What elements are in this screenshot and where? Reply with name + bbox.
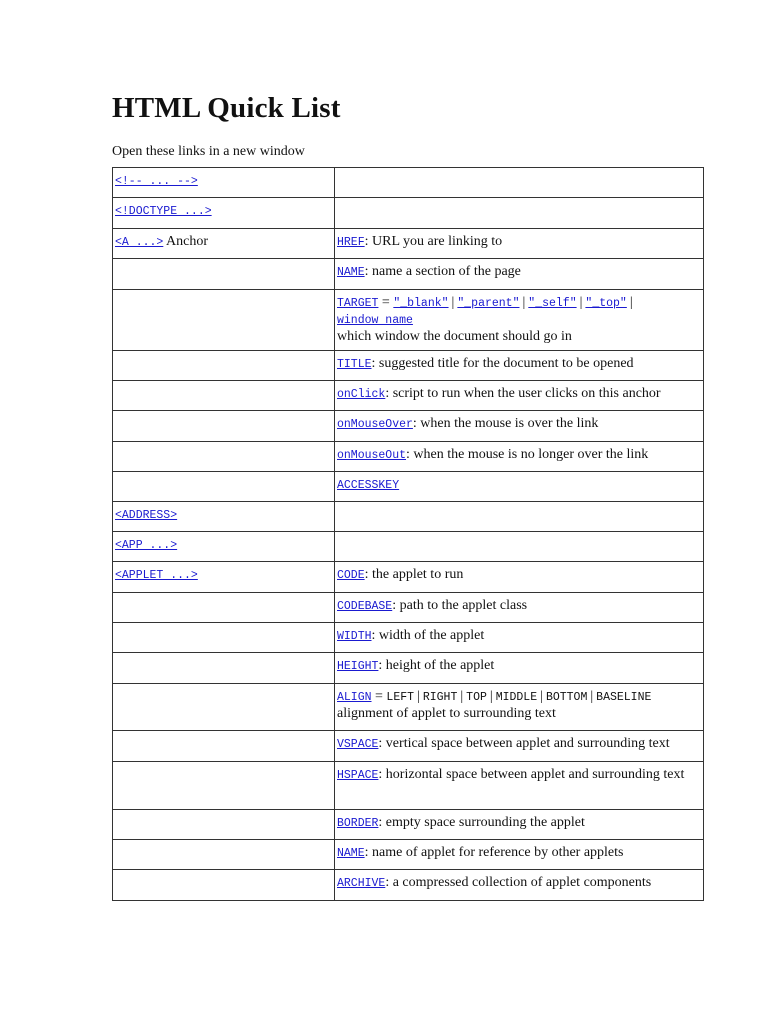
tag-cell xyxy=(113,762,335,810)
tag-suffix: Anchor xyxy=(163,234,209,249)
attr-desc: : the applet to run xyxy=(364,567,464,582)
equals-sign: = xyxy=(378,295,394,310)
attr-cell xyxy=(335,381,704,411)
target-value-parent[interactable]: "_parent" xyxy=(457,297,520,310)
table-row xyxy=(113,653,704,684)
attr-cell xyxy=(335,198,704,229)
table-row xyxy=(113,381,704,411)
tag-cell xyxy=(113,810,335,840)
attr-desc: : path to the applet class xyxy=(392,598,528,613)
attr-link-hspace[interactable]: HSPACE xyxy=(337,769,379,782)
attr-link-archive[interactable]: ARCHIVE xyxy=(337,877,386,890)
attr-desc: : script to run when the user clicks on this anchor xyxy=(385,386,661,401)
attr-desc: : a compressed collection of applet components xyxy=(385,875,652,890)
attr-cell xyxy=(335,731,704,762)
pipe-separator: | xyxy=(590,689,594,704)
attr-cell xyxy=(335,653,704,684)
attr-desc: alignment of applet to surrounding text xyxy=(337,706,556,721)
tag-link-address[interactable]: <ADDRESS> xyxy=(115,509,178,522)
align-value-top: TOP xyxy=(466,691,487,704)
attr-cell xyxy=(335,168,704,198)
attr-link-vspace[interactable]: VSPACE xyxy=(337,738,379,751)
pipe-separator: | xyxy=(460,689,464,704)
tag-cell xyxy=(113,290,335,351)
attr-cell xyxy=(335,623,704,653)
attr-cell xyxy=(335,229,704,259)
align-value-baseline: BASELINE xyxy=(596,691,652,704)
attr-cell xyxy=(335,870,704,901)
tag-cell xyxy=(113,840,335,870)
table-row xyxy=(113,229,704,259)
target-value-self[interactable]: "_self" xyxy=(528,297,577,310)
tag-link-applet[interactable]: <APPLET ...> xyxy=(115,569,198,582)
attr-link-title[interactable]: TITLE xyxy=(337,358,372,371)
attr-cell xyxy=(335,411,704,442)
attr-cell xyxy=(335,593,704,623)
target-value-blank[interactable]: "_blank" xyxy=(393,297,449,310)
align-value-middle: MIDDLE xyxy=(495,691,538,704)
pipe-separator: | xyxy=(489,689,493,704)
table-row xyxy=(113,472,704,502)
tag-cell xyxy=(113,229,335,259)
attr-link-code[interactable]: CODE xyxy=(337,569,365,582)
tag-cell xyxy=(113,472,335,502)
attr-link-onmouseout[interactable]: onMouseOut xyxy=(337,449,407,462)
attr-cell xyxy=(335,810,704,840)
attr-desc: : name a section of the page xyxy=(364,264,521,279)
attr-cell xyxy=(335,259,704,290)
align-value-right: RIGHT xyxy=(422,691,458,704)
attr-cell xyxy=(335,472,704,502)
tag-cell xyxy=(113,562,335,593)
tag-cell xyxy=(113,684,335,731)
attr-desc: which window the document should go in xyxy=(337,329,572,344)
table-row xyxy=(113,442,704,472)
tag-cell xyxy=(113,731,335,762)
tag-cell xyxy=(113,502,335,532)
table-row xyxy=(113,593,704,623)
table-row xyxy=(113,259,704,290)
table-row xyxy=(113,168,704,198)
attr-link-target[interactable]: TARGET xyxy=(337,297,379,310)
tag-cell xyxy=(113,870,335,901)
attr-desc: : vertical space between applet and surrounding text xyxy=(378,736,670,751)
attr-link-border[interactable]: BORDER xyxy=(337,817,379,830)
attr-cell xyxy=(335,442,704,472)
attr-desc: : empty space surrounding the applet xyxy=(378,815,585,830)
tag-cell xyxy=(113,442,335,472)
attr-link-onclick[interactable]: onClick xyxy=(337,388,386,401)
target-value-window-name[interactable]: window name xyxy=(337,314,413,327)
tag-cell xyxy=(113,623,335,653)
tag-cell xyxy=(113,653,335,684)
table-row xyxy=(113,351,704,381)
equals-sign: = xyxy=(371,689,387,704)
tag-cell xyxy=(113,198,335,229)
pipe-separator: | xyxy=(522,295,526,310)
tag-table xyxy=(112,167,704,901)
table-row xyxy=(113,840,704,870)
tag-cell xyxy=(113,351,335,381)
pipe-separator: | xyxy=(629,295,633,310)
tag-cell xyxy=(113,381,335,411)
attr-link-applet-name[interactable]: NAME xyxy=(337,847,365,860)
tag-cell xyxy=(113,593,335,623)
pipe-separator: | xyxy=(540,689,543,704)
target-value-top[interactable]: "_top" xyxy=(585,297,627,310)
tag-cell xyxy=(113,532,335,562)
attr-link-width[interactable]: WIDTH xyxy=(337,630,372,643)
table-row xyxy=(113,731,704,762)
attr-link-href[interactable]: HREF xyxy=(337,236,365,249)
attr-desc: : height of the applet xyxy=(378,658,495,673)
table-row xyxy=(113,870,704,901)
attr-link-name[interactable]: NAME xyxy=(337,266,365,279)
attr-desc: : when the mouse is no longer over the link xyxy=(406,447,649,462)
attr-desc: : horizontal space between applet and surrounding text xyxy=(378,767,685,782)
attr-link-align[interactable]: ALIGN xyxy=(337,691,372,704)
align-value-left: LEFT xyxy=(386,691,415,704)
attr-link-onmouseover[interactable]: onMouseOver xyxy=(337,418,413,431)
tag-link-doctype[interactable]: <!DOCTYPE ...> xyxy=(115,205,212,218)
table-row xyxy=(113,502,704,532)
table-row xyxy=(113,411,704,442)
attr-cell xyxy=(335,762,704,810)
page-title: HTML Quick List xyxy=(112,92,341,124)
attr-cell xyxy=(335,562,704,593)
attr-cell xyxy=(335,351,704,381)
tag-cell xyxy=(113,411,335,442)
attr-desc: : URL you are linking to xyxy=(364,234,503,249)
attr-desc: : width of the applet xyxy=(371,628,485,643)
table-row xyxy=(113,562,704,593)
table-row xyxy=(113,810,704,840)
tag-cell xyxy=(113,259,335,290)
tag-link-comment[interactable]: <!-- ... --> xyxy=(115,175,198,188)
attr-desc: : suggested title for the document to be opened xyxy=(371,356,634,371)
tag-link-app[interactable]: <APP ...> xyxy=(115,539,178,552)
pipe-separator: | xyxy=(579,295,583,310)
pipe-separator: | xyxy=(451,295,455,310)
tag-cell xyxy=(113,168,335,198)
table-row xyxy=(113,684,704,731)
attr-cell xyxy=(335,684,704,731)
intro-text: Open these links in a new window xyxy=(112,144,305,159)
attr-cell xyxy=(335,840,704,870)
table-row xyxy=(113,198,704,229)
table-row xyxy=(113,623,704,653)
table-row xyxy=(113,532,704,562)
attr-cell xyxy=(335,532,704,562)
tag-link-anchor[interactable]: <A ...> xyxy=(115,236,164,249)
attr-desc: : when the mouse is over the link xyxy=(412,416,599,431)
attr-link-codebase[interactable]: CODEBASE xyxy=(337,600,393,613)
align-value-bottom: BOTTOM xyxy=(545,691,588,704)
attr-link-height[interactable]: HEIGHT xyxy=(337,660,379,673)
attr-link-accesskey[interactable]: ACCESSKEY xyxy=(337,479,400,492)
attr-cell xyxy=(335,290,704,351)
pipe-separator: | xyxy=(417,689,420,704)
attr-cell xyxy=(335,502,704,532)
table-row xyxy=(113,290,704,351)
table-row xyxy=(113,762,704,810)
attr-desc: : name of applet for reference by other applets xyxy=(364,845,624,860)
